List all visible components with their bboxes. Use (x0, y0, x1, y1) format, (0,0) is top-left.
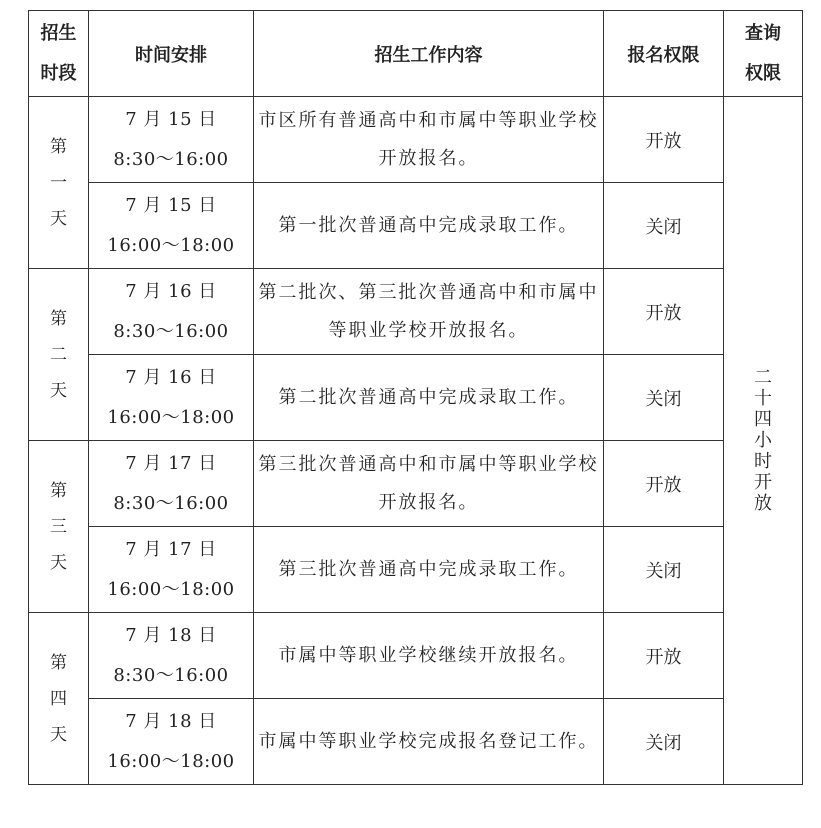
day-label-char: 第 (50, 308, 67, 329)
table-row (29, 183, 803, 269)
day-label-char: 天 (50, 380, 67, 401)
date-text: 7 月 18 日 (125, 710, 217, 732)
day-4-label (29, 613, 89, 785)
content-cell: 市区所有普通高中和市属中等职业学校开放报名。 (254, 97, 604, 183)
header-period-line2: 时段 (40, 62, 77, 84)
day-label-char: 二 (50, 344, 67, 365)
table-row (29, 527, 803, 613)
permission-cell: 开放 (604, 97, 724, 183)
query-char: 开 (754, 472, 772, 493)
day-label-char: 第 (50, 652, 67, 673)
permission-cell: 关闭 (604, 699, 724, 785)
day-3-label (29, 441, 89, 613)
table-row (29, 97, 803, 183)
header-period-line1: 招生 (40, 22, 77, 44)
date-text: 7 月 17 日 (125, 452, 217, 474)
query-char: 二 (754, 367, 772, 388)
table-row (29, 613, 803, 699)
day-label-char: 第 (50, 136, 67, 157)
header-period (29, 11, 89, 97)
day-2-label (29, 269, 89, 441)
header-content: 招生工作内容 (254, 11, 604, 97)
query-char: 小 (754, 430, 772, 451)
time-text: 8:30～16:00 (113, 664, 229, 686)
header-time: 时间安排 (89, 11, 254, 97)
content-cell: 市属中等职业学校继续开放报名。 (254, 613, 604, 699)
time-text: 8:30～16:00 (113, 148, 229, 170)
day-label-char: 第 (50, 480, 67, 501)
permission-cell: 关闭 (604, 183, 724, 269)
day-label-char: 天 (50, 552, 67, 573)
time-cell (89, 269, 254, 355)
header-register-permission: 报名权限 (604, 11, 724, 97)
permission-cell: 开放 (604, 441, 724, 527)
query-char: 放 (754, 493, 772, 514)
content-cell: 第一批次普通高中完成录取工作。 (254, 183, 604, 269)
content-cell: 第三批次普通高中和市属中等职业学校开放报名。 (254, 441, 604, 527)
date-text: 7 月 15 日 (125, 194, 217, 216)
time-text: 16:00～18:00 (107, 406, 235, 428)
content-cell: 第二批次普通高中完成录取工作。 (254, 355, 604, 441)
time-text: 16:00～18:00 (107, 234, 235, 256)
header-query-line1: 查询 (745, 22, 781, 44)
content-cell: 第三批次普通高中完成录取工作。 (254, 527, 604, 613)
content-cell: 市属中等职业学校完成报名登记工作。 (254, 699, 604, 785)
day-label-char: 天 (50, 208, 67, 229)
time-text: 16:00～18:00 (107, 750, 235, 772)
time-cell (89, 699, 254, 785)
header-row (29, 11, 803, 97)
permission-cell: 开放 (604, 613, 724, 699)
query-char: 四 (754, 409, 772, 430)
date-text: 7 月 16 日 (125, 366, 217, 388)
time-text: 8:30～16:00 (113, 492, 229, 514)
time-cell (89, 355, 254, 441)
time-cell (89, 613, 254, 699)
time-text: 8:30～16:00 (113, 320, 229, 342)
header-query-permission (724, 11, 803, 97)
date-text: 7 月 16 日 (125, 280, 217, 302)
date-text: 7 月 18 日 (125, 624, 217, 646)
time-text: 16:00～18:00 (107, 578, 235, 600)
time-cell (89, 183, 254, 269)
table-row (29, 441, 803, 527)
permission-cell: 关闭 (604, 355, 724, 441)
day-1-label (29, 97, 89, 269)
query-char: 十 (754, 388, 772, 409)
day-label-char: 四 (50, 688, 67, 709)
query-char: 时 (754, 451, 772, 472)
header-query-line2: 权限 (745, 62, 781, 84)
query-permission-cell (724, 97, 803, 785)
enrollment-schedule-table (28, 10, 803, 785)
day-label-char: 一 (50, 172, 67, 193)
permission-cell: 关闭 (604, 527, 724, 613)
table-row (29, 269, 803, 355)
time-cell (89, 527, 254, 613)
day-label-char: 三 (50, 516, 67, 537)
time-cell (89, 441, 254, 527)
content-cell: 第二批次、第三批次普通高中和市属中等职业学校开放报名。 (254, 269, 604, 355)
day-label-char: 天 (50, 724, 67, 745)
permission-cell: 开放 (604, 269, 724, 355)
table-row (29, 699, 803, 785)
table-row (29, 355, 803, 441)
date-text: 7 月 17 日 (125, 538, 217, 560)
time-cell (89, 97, 254, 183)
date-text: 7 月 15 日 (125, 108, 217, 130)
